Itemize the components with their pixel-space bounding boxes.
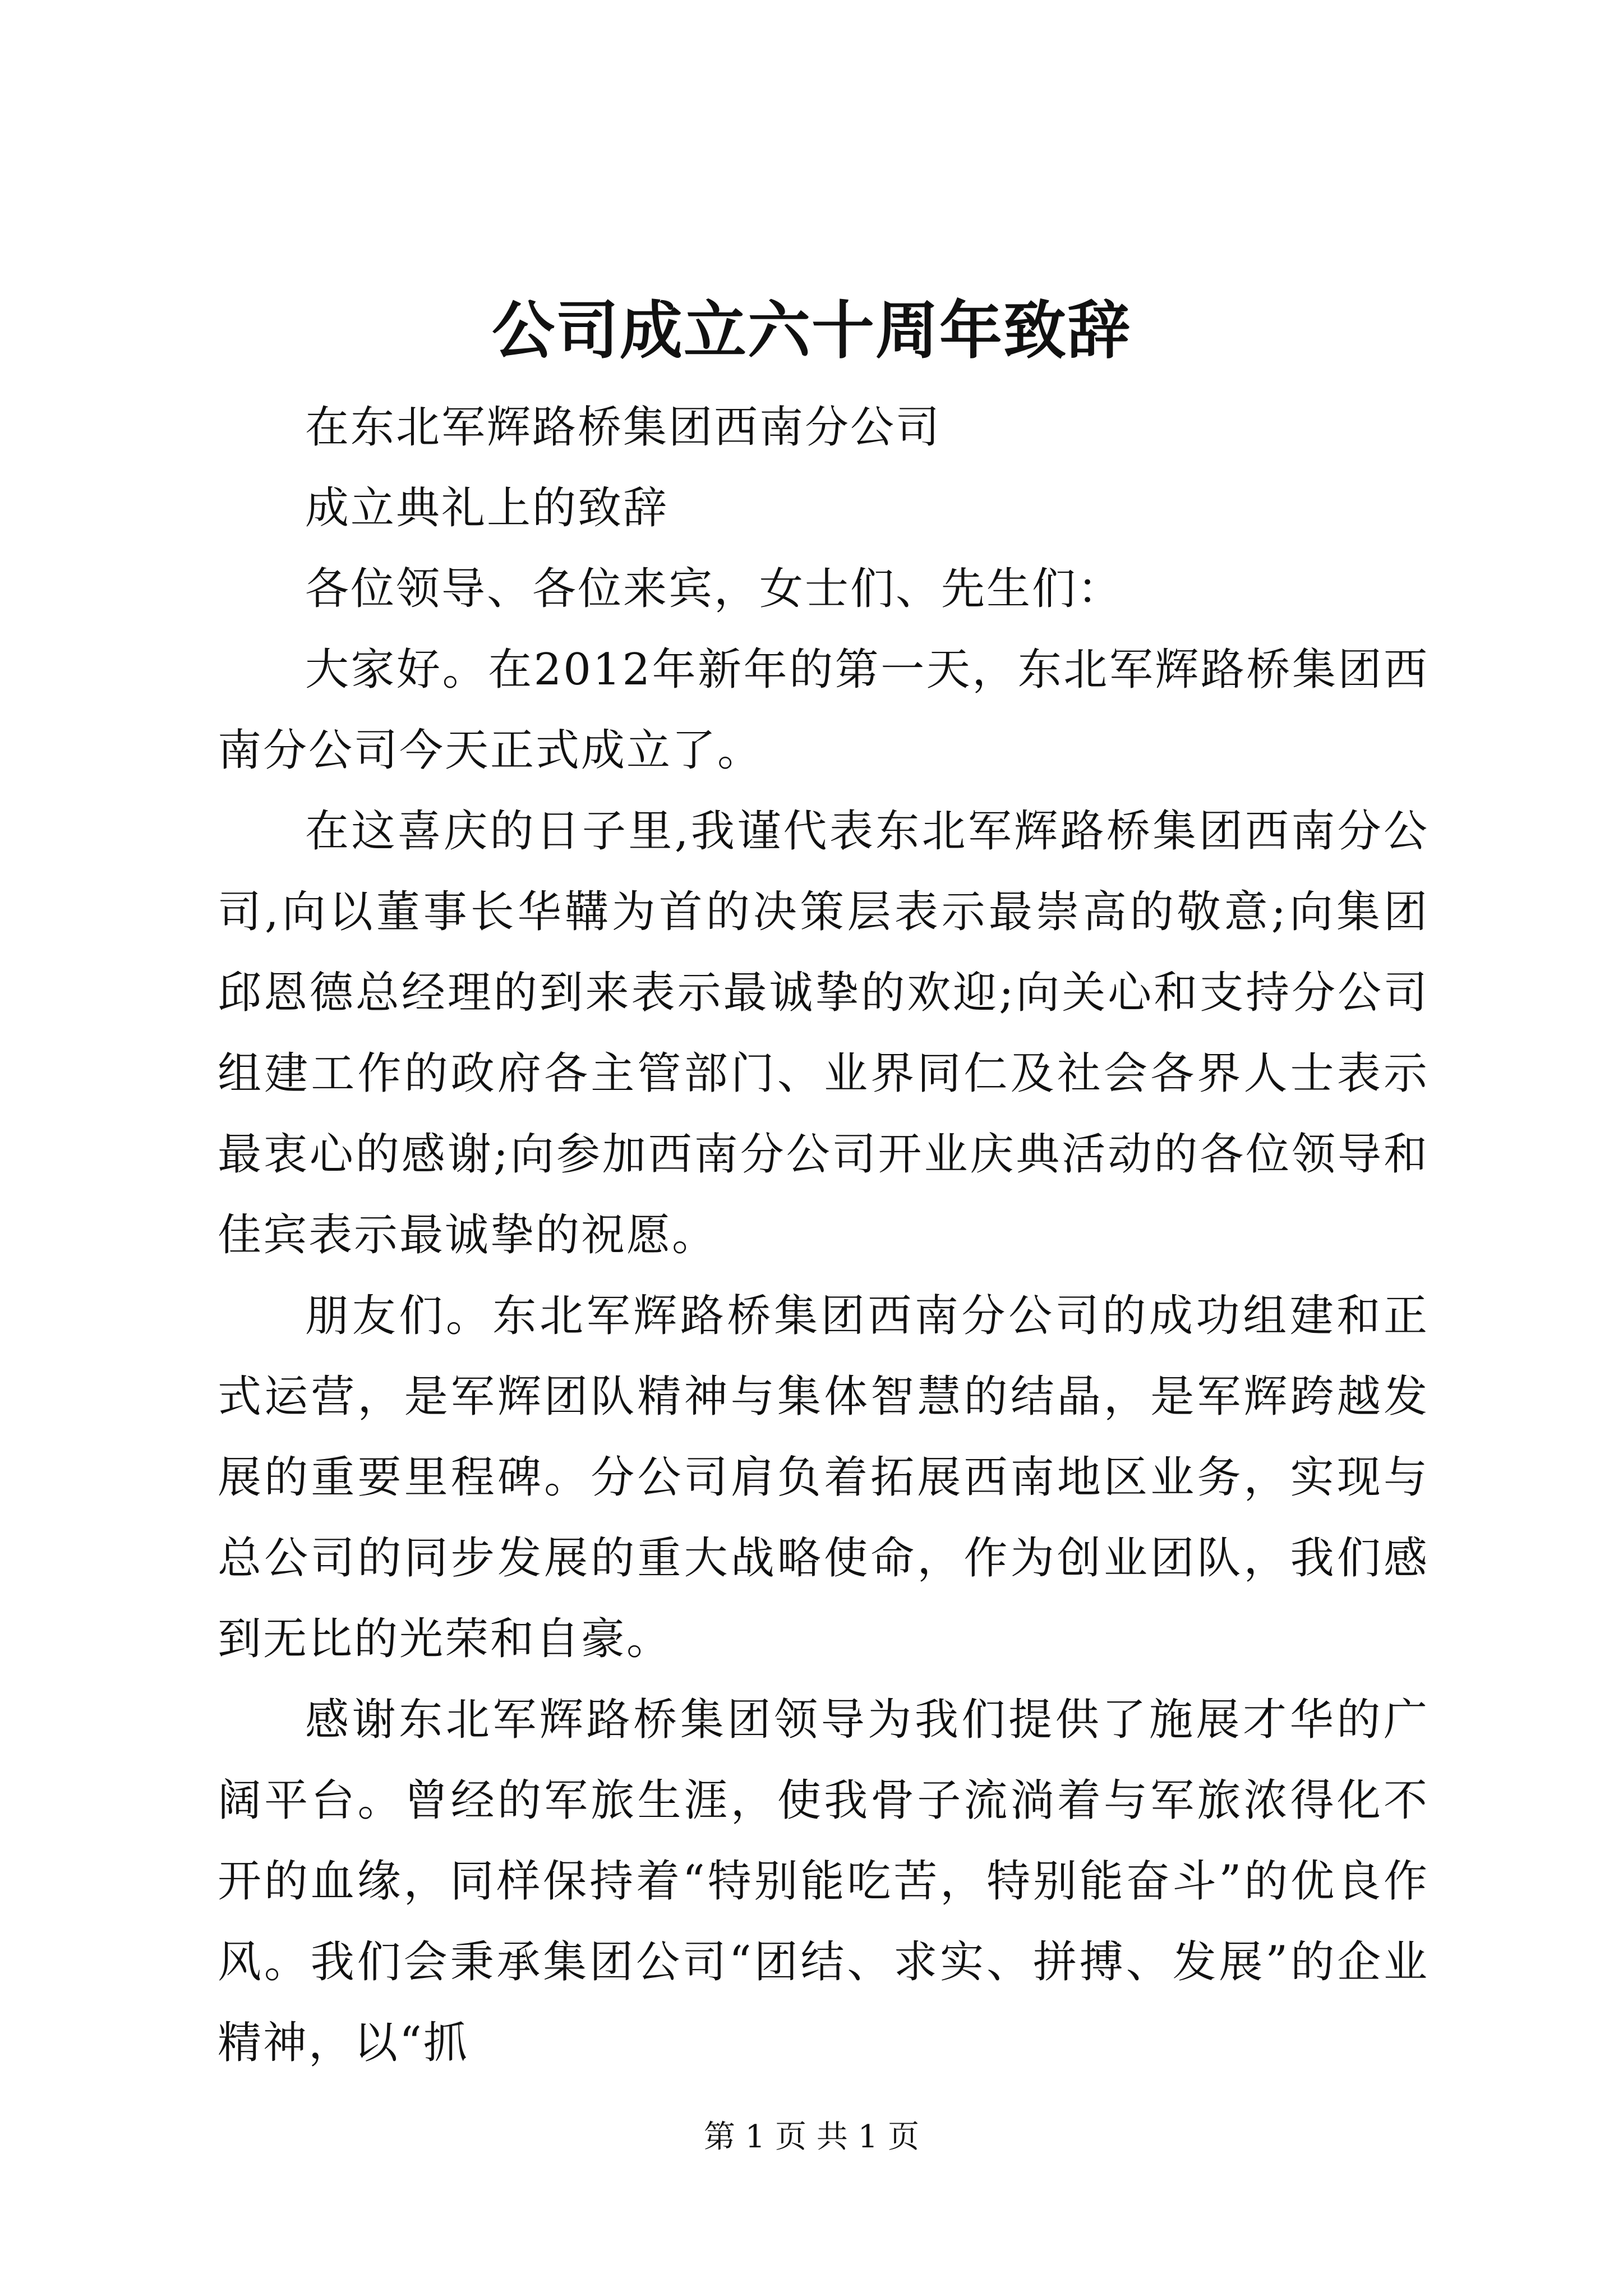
paragraph-1: 在东北军辉路桥集团西南分公司 bbox=[305, 402, 942, 453]
document-title: 公司成立六十周年致辞 bbox=[492, 294, 1131, 367]
page-footer: 第 1 页 共 1 页 bbox=[703, 2119, 920, 2155]
paragraph-5: 在这喜庆的日子里,我谨代表东北军辉路桥集团西南分公司,向以董事长华鞲为首的决策层表示最崇高的敬意;向集团邱恩德总经理的到来表示最诚挚的欢迎;向关心和支持分公司组建工作的政府各主管部门、业界同仁及社会各界人士表示最衷心的感谢;向参加西南分公司开业庆典活动的各位领导和佳宾表示最诚挚的祝愿。 bbox=[218, 806, 1429, 1260]
paragraph-6: 朋友们。东北军辉路桥集团西南分公司的成功组建和正式运营，是军辉团队精神与集体智慧的结晶，是军辉跨越发展的重要里程碑。分公司肩负着拓展西南地区业务，实现与总公司的同步发展的重大战略使命，作为创业团队，我们感到无比的光荣和自豪。 bbox=[218, 1291, 1429, 1664]
document-body bbox=[218, 387, 1429, 2083]
paragraph-4: 大家好。在2012年新年的第一天，东北军辉路桥集团西南分公司今天正式成立了。 bbox=[218, 645, 1429, 776]
paragraph-3: 各位领导、各位来宾，女士们、先生们： bbox=[305, 564, 1123, 614]
paragraph-7: 感谢东北军辉路桥集团领导为我们提供了施展才华的广阔平台。曾经的军旅生涯，使我骨子流淌着与军旅浓得化不开的血缘，同样保持着“特别能吃苦，特别能奋斗”的优良作风。我们会秉承集团公司“团结、求实、拼搏、发展”的企业精神，以“抓 bbox=[218, 1695, 1429, 2068]
paragraph-2: 成立典礼上的致辞 bbox=[305, 483, 669, 533]
